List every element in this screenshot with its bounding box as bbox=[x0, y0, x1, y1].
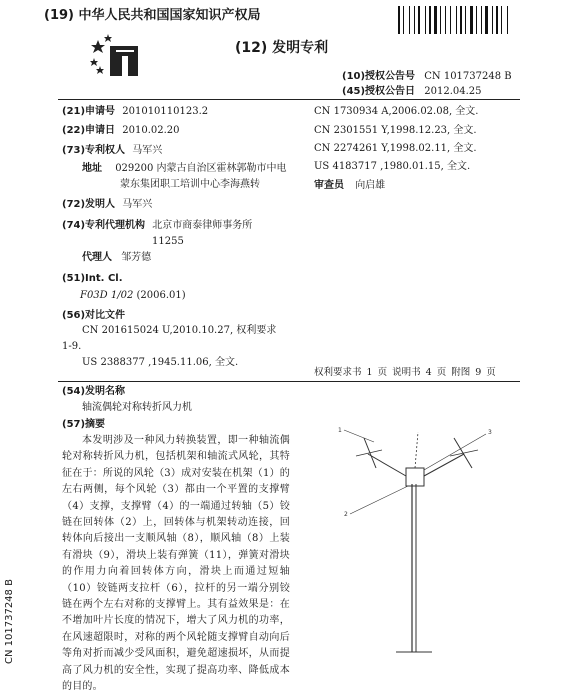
barcode-bar bbox=[456, 6, 457, 34]
office-code: (19) bbox=[44, 8, 74, 23]
application-date bbox=[62, 125, 180, 137]
patent-figure bbox=[326, 424, 526, 654]
figure-right-arm bbox=[424, 454, 464, 476]
int-cl bbox=[62, 273, 123, 285]
doc-type-code: (12) bbox=[235, 40, 268, 56]
barcode-bar bbox=[405, 6, 408, 34]
barcode-bar bbox=[445, 6, 446, 34]
grant-pub-date-label: (45)授权公告日 bbox=[342, 86, 416, 97]
barcode-bar bbox=[447, 6, 449, 34]
barcode-bar bbox=[478, 6, 480, 34]
int-cl-year: (2006.01) bbox=[136, 290, 186, 301]
barcode-bar bbox=[463, 6, 464, 34]
barcode-bar bbox=[492, 6, 493, 34]
barcode-bar bbox=[416, 6, 417, 34]
agent-value: 邹芳德 bbox=[121, 252, 152, 263]
grant-pub-no-label: (10)授权公告号 bbox=[342, 71, 416, 82]
right-reference-2: CN 2301551 Y,1998.12.23, 全文. bbox=[314, 125, 477, 136]
app-no-label: (21)申请号 bbox=[62, 106, 116, 117]
barcode-bar bbox=[483, 6, 484, 34]
int-cl-value bbox=[80, 290, 186, 302]
barcode-bar bbox=[440, 6, 441, 34]
refs-label: (56)对比文件 bbox=[62, 310, 126, 321]
figure-leader-2 bbox=[350, 486, 408, 514]
agent bbox=[82, 252, 151, 264]
agency-line-2: 11255 bbox=[152, 236, 184, 247]
barcode-bar bbox=[452, 6, 455, 34]
document-type-title bbox=[235, 40, 328, 57]
grant-pub-no bbox=[342, 71, 512, 83]
barcode-bar bbox=[418, 6, 420, 34]
barcode-bar bbox=[470, 6, 473, 34]
figure-label-1: 1 bbox=[338, 427, 342, 434]
agency-label: (74)专利代理机构 bbox=[62, 220, 146, 231]
barcode-bar bbox=[489, 6, 491, 34]
barcode-bar bbox=[465, 6, 466, 34]
barcode-bar bbox=[403, 6, 404, 34]
barcode-bar bbox=[496, 6, 498, 34]
figure-hub bbox=[406, 468, 424, 486]
barcode-bar bbox=[503, 6, 506, 34]
barcode-bar bbox=[476, 6, 477, 34]
barcode-bar bbox=[432, 6, 433, 34]
patentee bbox=[62, 145, 162, 157]
barcode-bar bbox=[442, 6, 444, 34]
barcode-bar bbox=[485, 6, 488, 34]
patentee-label: (73)专利权人 bbox=[62, 145, 126, 156]
grant-pub-no-value: CN 101737248 B bbox=[424, 71, 512, 82]
barcode-bar bbox=[411, 6, 413, 34]
reference-1: CN 201615024 U,2010.10.27, 权利要求 bbox=[82, 325, 277, 336]
figure-label-3: 3 bbox=[488, 429, 492, 436]
right-reference-3: CN 2274261 Y,1998.02.11, 全文. bbox=[314, 143, 477, 154]
barcode-bar bbox=[460, 6, 462, 34]
title-label-text: (54)发明名称 bbox=[62, 386, 126, 397]
top-divider bbox=[58, 99, 520, 100]
office-header bbox=[44, 8, 261, 24]
address-label: 地址 bbox=[82, 163, 102, 174]
barcode-bar bbox=[414, 6, 415, 34]
side-publication-number: CN 101737248 B bbox=[4, 579, 15, 664]
patentee-value: 马军兴 bbox=[132, 145, 163, 156]
figure-leader-1 bbox=[344, 430, 374, 442]
application-number bbox=[62, 106, 208, 118]
agency-line-1: 北京市商泰律师事务所 bbox=[152, 220, 253, 231]
app-date-value: 2010.02.20 bbox=[122, 125, 180, 136]
reference-2: US 2388377 ,1945.11.06, 全文. bbox=[82, 357, 239, 368]
grant-pub-date bbox=[342, 86, 482, 98]
barcode-bar bbox=[494, 6, 495, 34]
barcode-bar bbox=[450, 6, 451, 34]
barcode-bar bbox=[434, 6, 437, 34]
references-label bbox=[62, 310, 125, 322]
agency bbox=[62, 220, 252, 232]
barcode-bar bbox=[467, 6, 469, 34]
int-cl-label: (51)Int. Cl. bbox=[62, 273, 123, 284]
figure-label-2: 2 bbox=[344, 511, 348, 518]
barcode-bar bbox=[409, 6, 410, 34]
reference-1-cont: 1-9. bbox=[62, 341, 82, 352]
inventor-value: 马军兴 bbox=[122, 199, 153, 210]
inventor bbox=[62, 199, 152, 211]
barcode-bar bbox=[481, 6, 482, 34]
barcode-bar bbox=[438, 6, 439, 34]
invention-title-label bbox=[62, 386, 125, 398]
abstract-label-text: (57)摘要 bbox=[62, 419, 106, 430]
abstract-label bbox=[62, 419, 105, 431]
page-counts: 权利要求书 1 页 说明书 4 页 附图 9 页 bbox=[314, 367, 496, 378]
address bbox=[82, 163, 287, 175]
mid-divider bbox=[58, 381, 520, 382]
right-reference-4: US 4183717 ,1980.01.15, 全文. bbox=[314, 161, 471, 172]
grant-pub-date-value: 2012.04.25 bbox=[424, 86, 482, 97]
barcode-bar bbox=[499, 6, 500, 34]
agent-label: 代理人 bbox=[82, 252, 112, 263]
office-name: 中华人民共和国国家知识产权局 bbox=[78, 8, 261, 23]
address-line-2: 蒙东集团职工培训中心李海燕转 bbox=[120, 179, 260, 190]
barcode-bar bbox=[429, 6, 431, 34]
inventor-label: (72)发明人 bbox=[62, 199, 116, 210]
barcode-bar bbox=[421, 6, 424, 34]
doc-type-name: 发明专利 bbox=[272, 40, 329, 56]
barcode-bar bbox=[458, 6, 459, 34]
int-cl-code: F03D 1/02 bbox=[80, 290, 134, 301]
barcode bbox=[398, 6, 516, 34]
address-line-1: 029200 内蒙古自治区霍林郭勒市中电 bbox=[115, 163, 287, 174]
barcode-bar bbox=[401, 6, 402, 34]
examiner-label: 审查员 bbox=[314, 180, 344, 191]
app-date-label: (22)申请日 bbox=[62, 125, 116, 136]
figure-left-arm bbox=[368, 454, 406, 476]
barcode-bar bbox=[507, 6, 508, 34]
barcode-bar bbox=[474, 6, 475, 34]
examiner bbox=[314, 180, 385, 192]
barcode-bar bbox=[425, 6, 426, 34]
barcode-bar bbox=[398, 6, 400, 34]
emblem-logo bbox=[88, 32, 142, 78]
app-no-value: 201010110123.2 bbox=[122, 106, 209, 117]
barcode-bar bbox=[427, 6, 428, 34]
barcode-bar bbox=[501, 6, 502, 34]
invention-title: 轴流偶轮对称转折风力机 bbox=[82, 402, 192, 413]
examiner-name: 向启雄 bbox=[355, 180, 386, 191]
right-reference-1: CN 1730934 A,2006.02.08, 全文. bbox=[314, 106, 479, 117]
figure-tail-boom bbox=[415, 432, 418, 468]
abstract-text: 本发明涉及一种风力转换装置，即一种轴流偶轮对称转折风力机，包括机架和轴流式风轮，其特征在于：所说的风轮（3）成对安装在机架（1）的左右两侧，每个风轮（3）都由一个平置的支撑臂（4）支撑，支撑臂（4）的一端通过转轴（5）铰链在回转体（2）上，回转体与机架转动连接，回转体向后接出一支顺风轴（8），顺风轴（8）上装有滑块（9），滑块上装有弹簧（11），弹簧对滑块的作用力向着回转体方向，滑块上而通过短轴（10）铰链两支拉杆（6），拉杆的另一端分别铰链在两个左右对称的支撑臂上。其有益效果是：在不增加叶片长度的情况下，增大了风力机的功率，在风速超限时，对称的两个风轮随支撑臂自动向后等角对折而减少受风面积，避免超速损坏，从而提高了风力机的安全性，实现了提高功率、降低成本的目的。 bbox=[62, 435, 290, 693]
